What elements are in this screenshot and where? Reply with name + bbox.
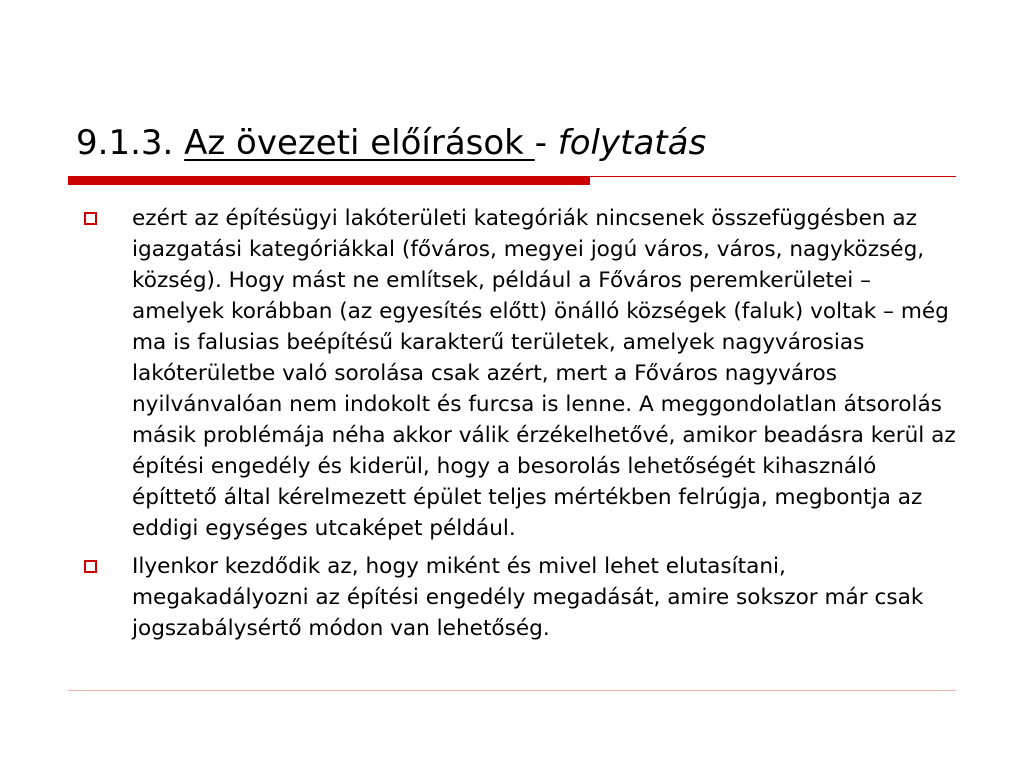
slide-title — [76, 119, 706, 167]
bullet-item — [80, 551, 960, 644]
title-main: Az övezeti előírások — [184, 123, 535, 163]
title-separator: - — [534, 123, 547, 163]
title-underline-thin-rule — [590, 176, 956, 177]
title-subtitle: folytatás — [557, 123, 707, 163]
bullet-item — [80, 203, 960, 544]
footer-divider — [68, 690, 956, 691]
title-underline-thick-rule — [68, 176, 590, 185]
hollow-square-bullet-icon — [84, 560, 97, 573]
bullet-text: Ilyenkor kezdődik az, hogy miként és mivel lehet elutasítani, megakadályozni az építési engedély megadását, amire sokszor már csak jogszabálysértő módon van lehetőség. — [132, 554, 924, 641]
title-number: 9.1.3. — [76, 123, 174, 163]
bullet-text: ezért az építésügyi lakóterületi kategóriák nincsenek összefüggésben az igazgatási kategóriákkal (főváros, megyei jogú város, város, nagyközség, község). Hogy mást ne említsek, például a Főváros peremkerületei – amelyek korábban (az egyesítés előtt) önálló községek (faluk) voltak – még ma is falusias beépítésű karakterű területek, amelyek nagyvárosias lakóterületbe való sorolása csak azért, mert a Főváros nagyváros nyilvánvalóan nem indokolt és furcsa is lenne. A meggondolatlan átsorolás másik problémája néha akkor válik érzékelhetővé, amikor beadásra kerül az építési engedély és kiderül, hogy a besorolás lehetőségét kihasználó építtető által kérelmezett épület teljes mértékben felrúgja, megbontja az eddigi egységes utcaképet például. — [132, 206, 956, 541]
bullet-list — [80, 203, 960, 651]
hollow-square-bullet-icon — [84, 212, 97, 225]
